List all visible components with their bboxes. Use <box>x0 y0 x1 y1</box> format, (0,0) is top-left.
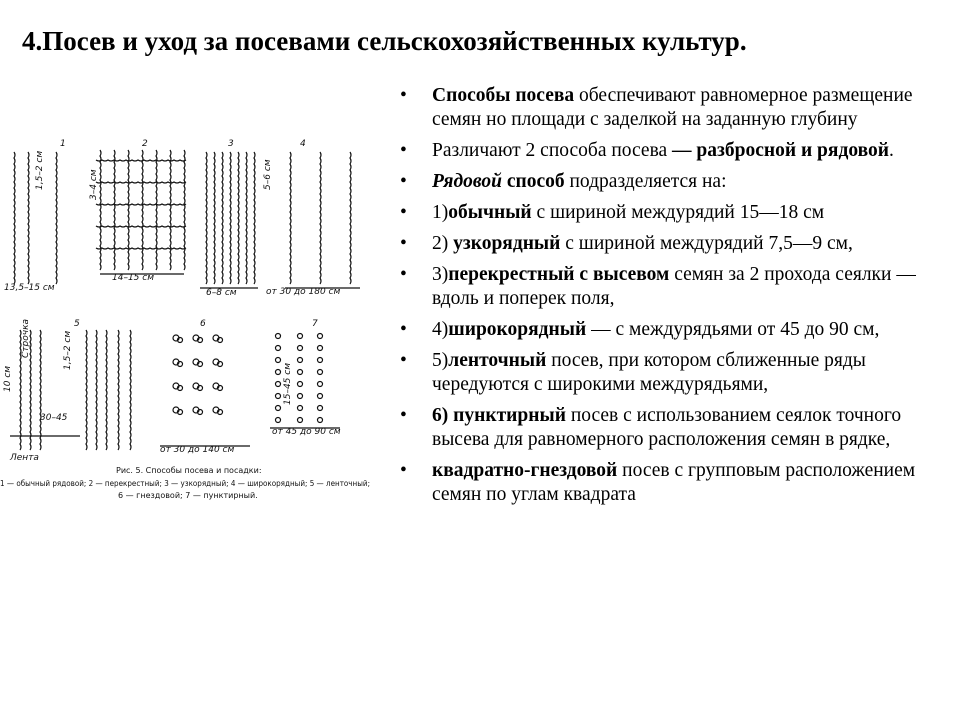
bullet-text-part: — разбросной и рядовой <box>672 140 889 161</box>
seed-row <box>238 152 239 284</box>
seed-row <box>254 152 255 284</box>
bullet-text-part: с шириной междурядий 7,5—9 см, <box>560 233 853 254</box>
bullet-item <box>400 263 940 311</box>
dim-label-5: 14–15 см <box>112 273 155 283</box>
dim-label-11: от 30 до 140 см <box>160 445 235 455</box>
seed-row <box>156 150 157 270</box>
dim-label-4: 13,5–15 см <box>4 283 55 293</box>
bullet-item <box>400 201 940 225</box>
bullet-text-part: широкорядный <box>448 319 587 340</box>
seed-point <box>318 394 323 399</box>
seed-row <box>14 152 15 284</box>
seed-point <box>318 358 323 363</box>
seed-point <box>298 370 303 375</box>
bullet-item <box>400 84 940 132</box>
seed-row <box>130 330 131 450</box>
dim-label-12: от 45 до 90 см <box>272 427 341 437</box>
dim-label-15: Строчка <box>21 318 31 358</box>
panel-number-2: 2 <box>142 139 148 149</box>
dim-label-14: Лента <box>10 453 39 463</box>
seed-point <box>318 418 323 423</box>
bullet-text-part: семян за 2 прохода сеялки — вдоль и поперек поля, <box>432 264 916 309</box>
seed-point <box>298 382 303 387</box>
seed-point <box>276 358 281 363</box>
seed-row <box>246 152 247 284</box>
bullet-text-part: 2) <box>432 233 454 254</box>
seed-row <box>96 330 97 450</box>
bullet-dot-icon: • <box>400 264 407 285</box>
dim-label-2: 3–4 см <box>89 169 99 200</box>
figure-caption-line-1: Рис. 5. Способы посева и посадки: <box>116 466 262 475</box>
bullet-text-part: 6) пунктирный <box>432 405 566 426</box>
seed-point <box>298 334 303 339</box>
seed-point <box>276 346 281 351</box>
bullet-text-part: — с междурядьями от 45 до 90 см, <box>586 319 880 340</box>
panel-number-5: 5 <box>74 319 80 329</box>
bullet-text-part: подразделяется на: <box>564 171 727 192</box>
seed-row <box>206 152 207 284</box>
bullet-item <box>400 139 940 163</box>
figure-caption-line-2: 1 — обычный рядовой; 2 — перекрестный; 3 — узкорядный; 4 — широкорядный; 5 — ленточный; <box>0 479 370 488</box>
bullet-text-part: 5) <box>432 350 449 371</box>
seed-row <box>106 330 107 450</box>
seed-row <box>350 152 351 284</box>
figure-caption-line-3: 6 — гнездовой; 7 — пунктирный. <box>118 491 258 500</box>
bullet-text-part: узкорядный <box>453 233 561 254</box>
seed-row <box>100 150 101 270</box>
dim-label-9: 30–45 <box>40 413 68 423</box>
bullet-text-part: обычный <box>448 202 532 223</box>
bullet-text-part: посев с использованием сеялок точного высева для равномерного расположения семян в рядке, <box>432 405 902 450</box>
bullet-text-part: посев с групповым расположением семян по углам квадрата <box>432 460 916 505</box>
bullet-item <box>400 170 940 194</box>
dim-label-3: 5–6 см <box>263 159 273 190</box>
dim-label-10: 15–45 см <box>283 362 293 405</box>
seed-point <box>276 382 281 387</box>
seed-point <box>276 406 281 411</box>
seed-point <box>276 394 281 399</box>
seed-row <box>142 150 143 270</box>
seed-row <box>118 330 119 450</box>
panel-number-1: 1 <box>60 139 66 149</box>
seed-row <box>184 150 185 270</box>
bullet-text-part: 3) <box>432 264 449 285</box>
dim-label-1: 1,5–2 см <box>35 150 45 190</box>
seed-point <box>276 334 281 339</box>
bullet-dot-icon: • <box>400 319 407 340</box>
bullet-dot-icon: • <box>400 85 407 106</box>
bullet-item <box>400 318 940 342</box>
seed-row <box>28 152 29 284</box>
panel-number-4: 4 <box>300 139 306 149</box>
seed-row <box>230 152 231 284</box>
dim-label-6: 6–8 см <box>206 288 237 298</box>
seed-row <box>96 204 186 205</box>
seed-point <box>298 394 303 399</box>
dim-label-7: от 30 до 180 см <box>266 287 341 297</box>
seed-row <box>40 330 41 450</box>
seed-point <box>318 382 323 387</box>
bullet-dot-icon: • <box>400 171 407 192</box>
seed-point <box>318 406 323 411</box>
seed-row <box>56 152 57 284</box>
bullet-text-part: 1) <box>432 202 449 223</box>
seed-row <box>96 226 186 227</box>
seed-point <box>298 358 303 363</box>
dim-label-13: 10 см <box>3 365 13 392</box>
seed-row <box>320 152 321 284</box>
seed-row <box>170 150 171 270</box>
seed-row <box>114 150 115 270</box>
seed-point <box>318 334 323 339</box>
seed-row <box>96 160 186 161</box>
slide-title: 4.Посев и уход за посевами сельскохозяйственных культур. <box>22 26 747 56</box>
bullet-text-part: с шириной междурядий 15—18 см <box>531 202 825 223</box>
bullet-text-part: Различают 2 способа посева <box>432 140 673 161</box>
bullet-dot-icon: • <box>400 350 407 371</box>
panel-number-6: 6 <box>200 319 206 329</box>
dim-label-8: 1,5–2 см <box>63 330 73 370</box>
bullet-text-part: ленточный <box>448 350 547 371</box>
seed-row <box>214 152 215 284</box>
panel-number-3: 3 <box>228 139 234 149</box>
bullet-dot-icon: • <box>400 233 407 254</box>
seed-point <box>318 346 323 351</box>
seed-row <box>222 152 223 284</box>
seed-point <box>298 346 303 351</box>
bullet-text-part: перекрестный с высевом <box>448 264 670 285</box>
seed-row <box>96 182 186 183</box>
seed-row <box>128 150 129 270</box>
bullet-text-part: способ <box>506 171 565 192</box>
bullet-item <box>400 349 940 397</box>
panel-number-7: 7 <box>312 319 318 329</box>
seed-point <box>276 370 281 375</box>
bullet-item <box>400 404 940 452</box>
bullet-list <box>400 84 940 514</box>
bullet-text-part: обеспечивают равномерное размещение семян но площади с заделкой на заданную глубину <box>432 85 913 130</box>
seed-row <box>290 152 291 284</box>
bullet-text-part: . <box>888 140 894 161</box>
seed-point <box>318 370 323 375</box>
bullet-text-part: посев, при котором сближенные ряды чередуются с широкими междурядьями, <box>432 350 866 395</box>
seed-point <box>298 406 303 411</box>
bullet-text-part: 4) <box>432 319 449 340</box>
seed-row <box>86 330 87 450</box>
bullet-item <box>400 459 940 507</box>
seed-row <box>96 248 186 249</box>
bullet-dot-icon: • <box>400 202 407 223</box>
bullet-text-part: квадратно-гнездовой <box>432 460 618 481</box>
seed-point <box>276 418 281 423</box>
bullet-item <box>400 232 940 256</box>
bullet-text-part: Способы посева <box>432 85 575 106</box>
bullet-dot-icon: • <box>400 405 407 426</box>
bullet-dot-icon: • <box>400 140 407 161</box>
sowing-methods-figure <box>0 130 370 505</box>
seed-point <box>298 418 303 423</box>
bullet-text-part: Рядовой <box>432 171 502 192</box>
bullet-dot-icon: • <box>400 460 407 481</box>
